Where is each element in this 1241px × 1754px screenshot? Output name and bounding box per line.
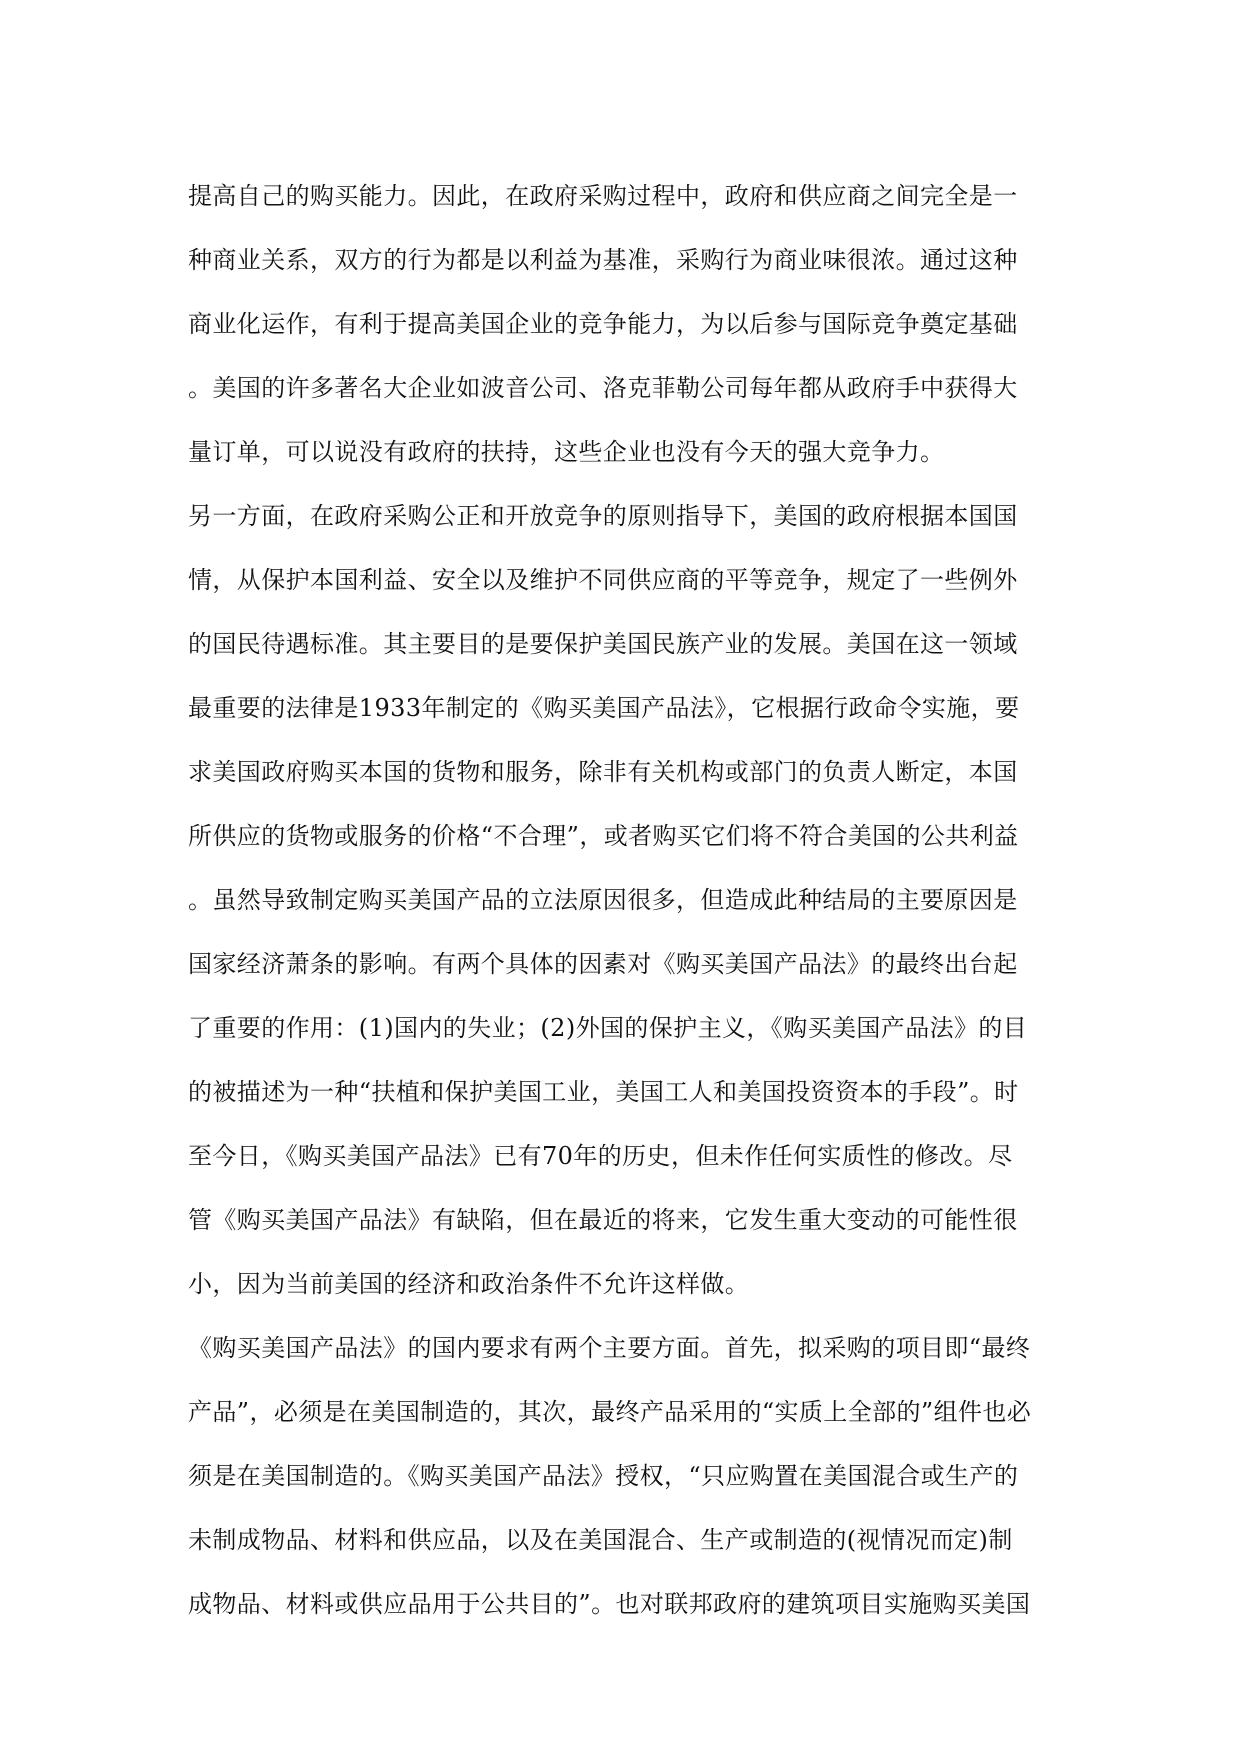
text-line: 求美国政府购买本国的货物和服务，除非有关机构或部门的负责人断定，本国 xyxy=(188,758,1018,786)
text-line: 最重要的法律是1933年制定的《购买美国产品法》，它根据行政命令实施，要 xyxy=(188,694,1020,722)
text-line: 情，从保护本国利益、安全以及维护不同供应商的平等竞争，规定了一些例外 xyxy=(188,566,1018,594)
text-line: 提高自己的购买能力。因此，在政府采购过程中，政府和供应商之间完全是一 xyxy=(188,182,1018,210)
text-line: 须是在美国制造的。《购买美国产品法》授权，“只应购置在美国混合或生产的 xyxy=(188,1462,1019,1490)
text-line: 成物品、材料或供应品用于公共目的”。也对联邦政府的建筑项目实施购买美国 xyxy=(188,1590,1031,1618)
text-line: 的被描述为一种“扶植和保护美国工业，美国工人和美国投资资本的手段”。时 xyxy=(188,1078,1019,1106)
text-line: 种商业关系，双方的行为都是以利益为基准，采购行为商业味很浓。通过这种 xyxy=(188,246,1018,274)
text-line: 国家经济萧条的影响。有两个具体的因素对《购买美国产品法》的最终出台起 xyxy=(188,950,1018,978)
text-line: 未制成物品、材料和供应品，以及在美国混合、生产或制造的(视情况而定)制 xyxy=(188,1526,1013,1554)
text-line: 。虽然导致制定购买美国产品的立法原因很多，但造成此种结局的主要原因是 xyxy=(188,886,1018,914)
body-text xyxy=(188,164,1068,1636)
text-line: 另一方面，在政府采购公正和开放竞争的原则指导下，美国的政府根据本国国 xyxy=(188,502,1018,530)
paragraph-1 xyxy=(188,164,1068,484)
text-line: 的国民待遇标准。其主要目的是要保护美国民族产业的发展。美国在这一领域 xyxy=(188,630,1018,658)
text-line: 《购买美国产品法》的国内要求有两个主要方面。首先，拟采购的项目即“最终 xyxy=(188,1334,1031,1362)
text-line: 小，因为当前美国的经济和政治条件不允许这样做。 xyxy=(188,1270,750,1298)
paragraph-3 xyxy=(188,1316,1068,1636)
text-line: 产品”，必须是在美国制造的，其次，最终产品采用的“实质上全部的”组件也必 xyxy=(188,1398,1032,1426)
text-line: 管《购买美国产品法》有缺陷，但在最近的将来，它发生重大变动的可能性很 xyxy=(188,1206,1018,1234)
text-line: 所供应的货物或服务的价格“不合理”，或者购买它们将不符合美国的公共利益 xyxy=(188,822,1019,850)
text-line: 了重要的作用：(1)国内的失业；(2)外国的保护主义，《购买美国产品法》的目 xyxy=(188,1014,1028,1042)
text-line: 至今日，《购买美国产品法》已有70年的历史，但未作任何实质性的修改。尽 xyxy=(188,1142,1013,1170)
text-line: 。美国的许多著名大企业如波音公司、洛克菲勒公司每年都从政府手中获得大 xyxy=(188,374,1018,402)
text-line: 量订单，可以说没有政府的扶持，这些企业也没有今天的强大竞争力。 xyxy=(188,438,945,466)
paragraph-2 xyxy=(188,484,1068,1316)
text-line: 商业化运作，有利于提高美国企业的竞争能力，为以后参与国际竞争奠定基础 xyxy=(188,310,1018,338)
